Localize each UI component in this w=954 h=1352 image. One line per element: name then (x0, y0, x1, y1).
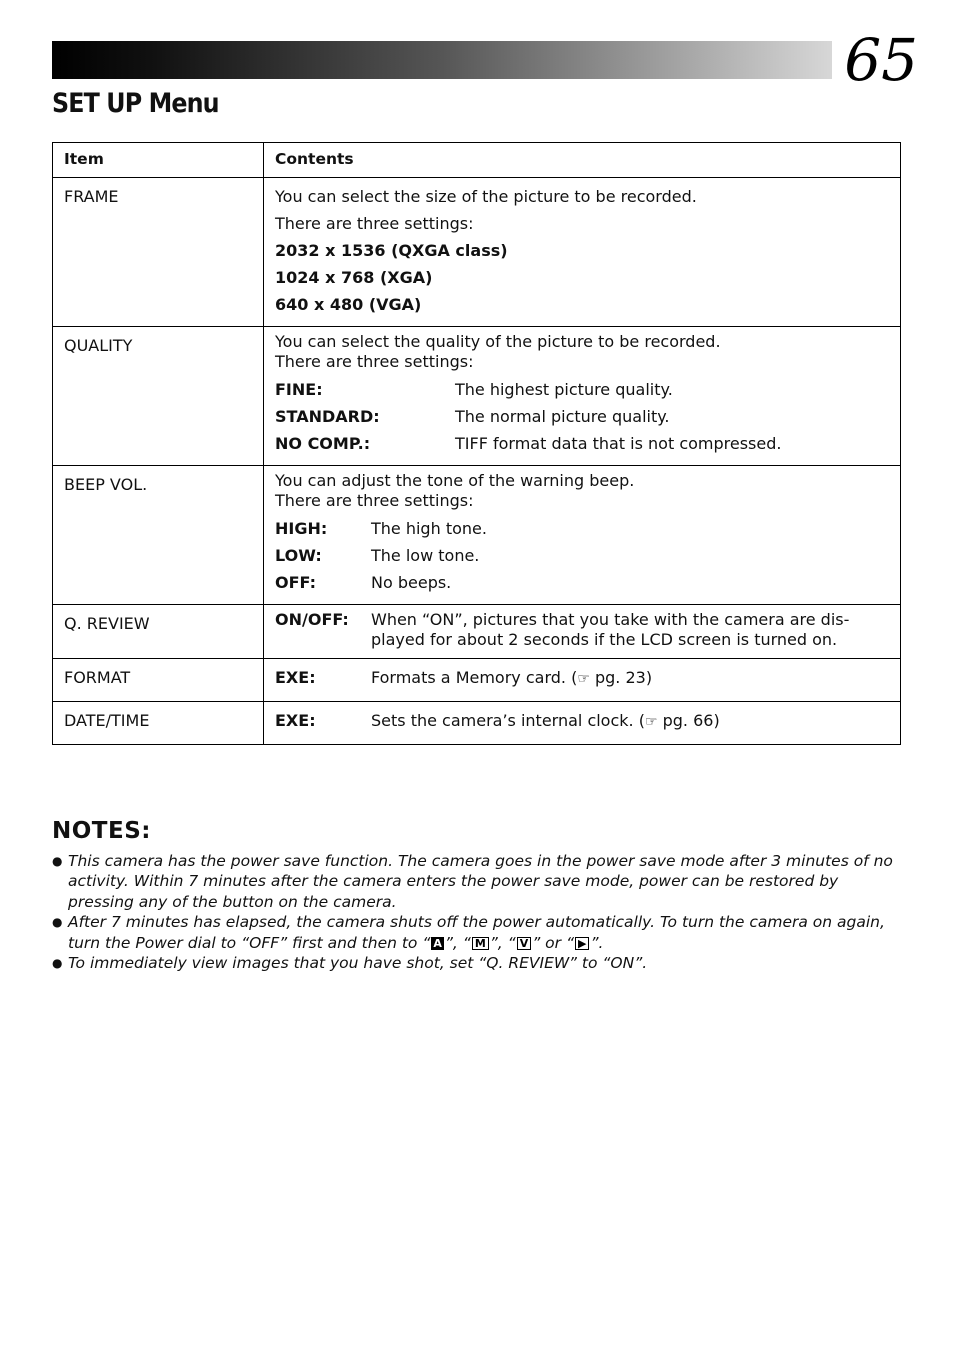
column-header-item: Item (53, 143, 264, 178)
note-item (52, 912, 904, 953)
item-name: DATE/TIME (53, 702, 264, 745)
page-reference: pg. 23) (589, 668, 653, 687)
description-line: You can select the size of the picture to be recorded. (275, 187, 697, 206)
setting-option (275, 376, 889, 403)
playback-mode-icon: ▶ (575, 937, 589, 950)
page-number: 65 (832, 20, 922, 100)
note-text: ”, “ (489, 933, 516, 952)
setting-option (275, 610, 889, 650)
option-description: The highest picture quality. (455, 380, 673, 399)
setting-option (275, 515, 889, 542)
option-description: No beeps. (371, 573, 452, 592)
option-key: EXE: (275, 668, 316, 687)
option-description: The high tone. (371, 519, 487, 538)
item-contents (264, 466, 901, 605)
setting-option: 1024 x 768 (XGA) (275, 268, 433, 287)
table-row (53, 659, 901, 702)
setting-option (275, 707, 889, 736)
table-header-row (53, 143, 901, 178)
note-text: ”. (590, 933, 604, 952)
item-contents (264, 702, 901, 745)
page-reference: pg. 66) (657, 711, 720, 730)
table-row (53, 605, 901, 659)
setting-option (275, 542, 889, 569)
table-row (53, 702, 901, 745)
option-key: ON/OFF: (275, 610, 349, 629)
pointing-hand-icon: ☞ (644, 714, 658, 730)
item-name: BEEP VOL. (53, 466, 264, 605)
page-title: SET UP Menu (52, 88, 219, 119)
description-line: played for about 2 seconds if the LCD screen is turned on. (371, 630, 838, 649)
option-key: HIGH: (275, 519, 328, 538)
item-name: FORMAT (53, 659, 264, 702)
setting-option (275, 569, 889, 596)
video-mode-icon: V (517, 937, 532, 950)
option-key: EXE: (275, 711, 316, 730)
note-text: After 7 minutes has elapsed, the camera shuts off the power automatically. To turn the camera on again, turn the Power dial to “OFF” first and then to “ (68, 913, 885, 952)
option-description: TIFF format data that is not compressed. (455, 434, 782, 453)
header-gradient-bar (52, 41, 912, 79)
option-key: STANDARD: (275, 407, 380, 426)
note-item: ● This camera has the power save function. The camera goes in the power save mode after 3 minutes of no activity. Within 7 minutes after the camera enters the power save mode, power can be restored by pressing any of the button on the camera. (52, 851, 904, 912)
pointing-hand-icon: ☞ (577, 671, 590, 687)
setup-menu-table (52, 142, 901, 745)
option-description: The normal picture quality. (455, 407, 670, 426)
item-contents (264, 327, 901, 466)
description-line: When “ON”, pictures that you take with the camera are dis- (371, 610, 850, 629)
option-description (371, 610, 889, 650)
option-key: OFF: (275, 573, 316, 592)
option-description (371, 707, 889, 736)
item-contents (264, 605, 901, 659)
setting-option (275, 430, 889, 457)
setting-option (275, 403, 889, 430)
table-row (53, 178, 901, 327)
option-key: LOW: (275, 546, 322, 565)
description-line: There are three settings: (275, 491, 474, 510)
manual-mode-icon: M (472, 937, 489, 950)
item-contents (264, 659, 901, 702)
notes-list (52, 851, 904, 973)
option-description: The low tone. (371, 546, 480, 565)
description-text: Formats a Memory card. ( (371, 668, 578, 687)
item-name: Q. REVIEW (53, 605, 264, 659)
item-contents (264, 178, 901, 327)
column-header-contents: Contents (264, 143, 901, 178)
table-row (53, 466, 901, 605)
auto-mode-icon: A (433, 936, 442, 950)
note-item: ● To immediately view images that you have shot, set “Q. REVIEW” to “ON”. (52, 953, 904, 973)
option-description (371, 664, 889, 693)
description-line: There are three settings: (275, 214, 474, 233)
notes-heading: NOTES: (52, 818, 151, 844)
setting-option: 2032 x 1536 (QXGA class) (275, 241, 508, 260)
setting-option: 640 x 480 (VGA) (275, 295, 422, 314)
description-text: Sets the camera’s internal clock. ( (371, 711, 645, 730)
item-name: FRAME (53, 178, 264, 327)
option-key: FINE: (275, 380, 323, 399)
table-row (53, 327, 901, 466)
note-text: ”, “ (444, 933, 471, 952)
item-name: QUALITY (53, 327, 264, 466)
description-line: There are three settings: (275, 352, 474, 371)
setting-option (275, 664, 889, 693)
option-key: NO COMP.: (275, 434, 371, 453)
description-line: You can select the quality of the picture to be recorded. (275, 332, 721, 351)
note-text: ” or “ (532, 933, 574, 952)
description-line: You can adjust the tone of the warning beep. (275, 471, 635, 490)
